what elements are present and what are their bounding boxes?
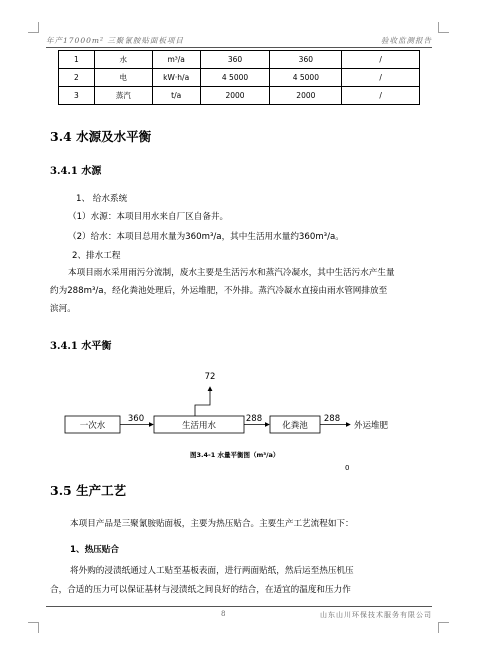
crop-mark-bottom-left [28,622,39,633]
drainage-item-2: 2、排水工程 [72,251,121,261]
cell-design-amount: 4 5000 [200,69,270,87]
page-number: 8 [221,610,226,618]
table-row [59,51,420,69]
crop-mark-top-left [28,22,39,33]
water-supply-item-1: 1、 给水系统 [76,194,128,204]
cell-resource-name: 蒸汽 [94,87,152,105]
cell-resource-name: 水 [94,51,152,69]
diagram-caption: 图3.4-1 水量平衡图（m³/a） [190,451,280,459]
drainage-paragraph-line-1: 本项目雨水采用雨污分流制，废水主要是生活污水和蒸汽冷凝水，其中生活污水产生量 [68,268,395,278]
cell-unit: kW·h/a [152,69,200,87]
drainage-paragraph-line-3: 滨河。 [50,304,76,314]
outflow-label: 外运堆肥 [354,421,389,431]
table-row [59,69,420,87]
cell-row-number: 2 [59,69,95,87]
water-supply-line: （2）给水：本项目总用水量为360m³/a，其中生活用水量约360m³/a。 [68,232,344,242]
cell-design-amount: 2000 [200,87,270,105]
septic-tank-box-label: 化粪池 [282,421,308,431]
crop-mark-bottom-right [438,622,449,633]
water-source-line: （1）水源：本项目用水来自厂区自备井。 [68,212,229,222]
domestic-use-box-label: 生活用水 [181,421,217,431]
cell-remark: / [342,51,420,69]
cell-resource-name: 电 [94,69,152,87]
page-footer [46,606,432,621]
header-project-title: 年产17000m² 三聚氰胺贴面板项目 [46,36,184,45]
hot-press-subheading: 1、热压贴合 [70,545,119,555]
flow-loss-value: 72 [204,372,216,382]
cell-remark: / [342,87,420,105]
table-row [59,87,420,105]
cell-row-number: 1 [59,51,95,69]
drainage-paragraph-line-2: 约为288m³/a，经化粪池处理后，外运堆肥，不外排。蒸汽冷凝水直接由雨水管网排放至 [50,286,388,296]
flow-to-septic-value: 288 [245,414,263,424]
cell-actual-amount: 2000 [270,87,342,105]
page-header [46,33,432,48]
inflow-box-label: 一次水 [79,421,106,431]
process-intro: 本项目产品是三聚氰胺贴面板，主要为热压贴合。主要生产工艺流程如下： [70,519,354,529]
flow-in-value: 360 [127,414,145,424]
cell-design-amount: 360 [200,51,270,69]
section-3-4-1-water-balance-heading: 3.4.1 水平衡 [50,341,112,352]
section-3-4-1-water-source-heading: 3.4.1 水源 [50,166,102,177]
footer-company: 山东山川环保技术服务有限公司 [320,611,432,619]
energy-usage-table [58,50,420,105]
hot-press-paragraph-line-1: 将外购的浸渍纸通过人工贴至基板表面，进行两面贴纸，然后运至热压机压 [70,566,354,576]
cell-actual-amount: 4 5000 [270,69,342,87]
section-3-4-heading: 3.4 水源及水平衡 [50,129,152,144]
section-3-5-heading: 3.5 生产工艺 [50,483,127,498]
crop-mark-top-right [438,22,449,33]
flow-out-value: 288 [323,414,341,424]
cell-unit: m³/a [152,51,200,69]
header-report-type: 验收监测报告 [381,36,432,45]
stray-zero-mark: 0 [345,464,350,472]
cell-unit: t/a [152,87,200,105]
arrow-loss [195,387,210,416]
cell-remark: / [342,69,420,87]
cell-row-number: 3 [59,87,95,105]
hot-press-paragraph-line-2: 合，合适的压力可以保证基材与浸渍纸之间良好的结合，在适宜的温度和压力作 [50,585,351,595]
water-balance-diagram [60,365,420,447]
cell-actual-amount: 360 [270,51,342,69]
